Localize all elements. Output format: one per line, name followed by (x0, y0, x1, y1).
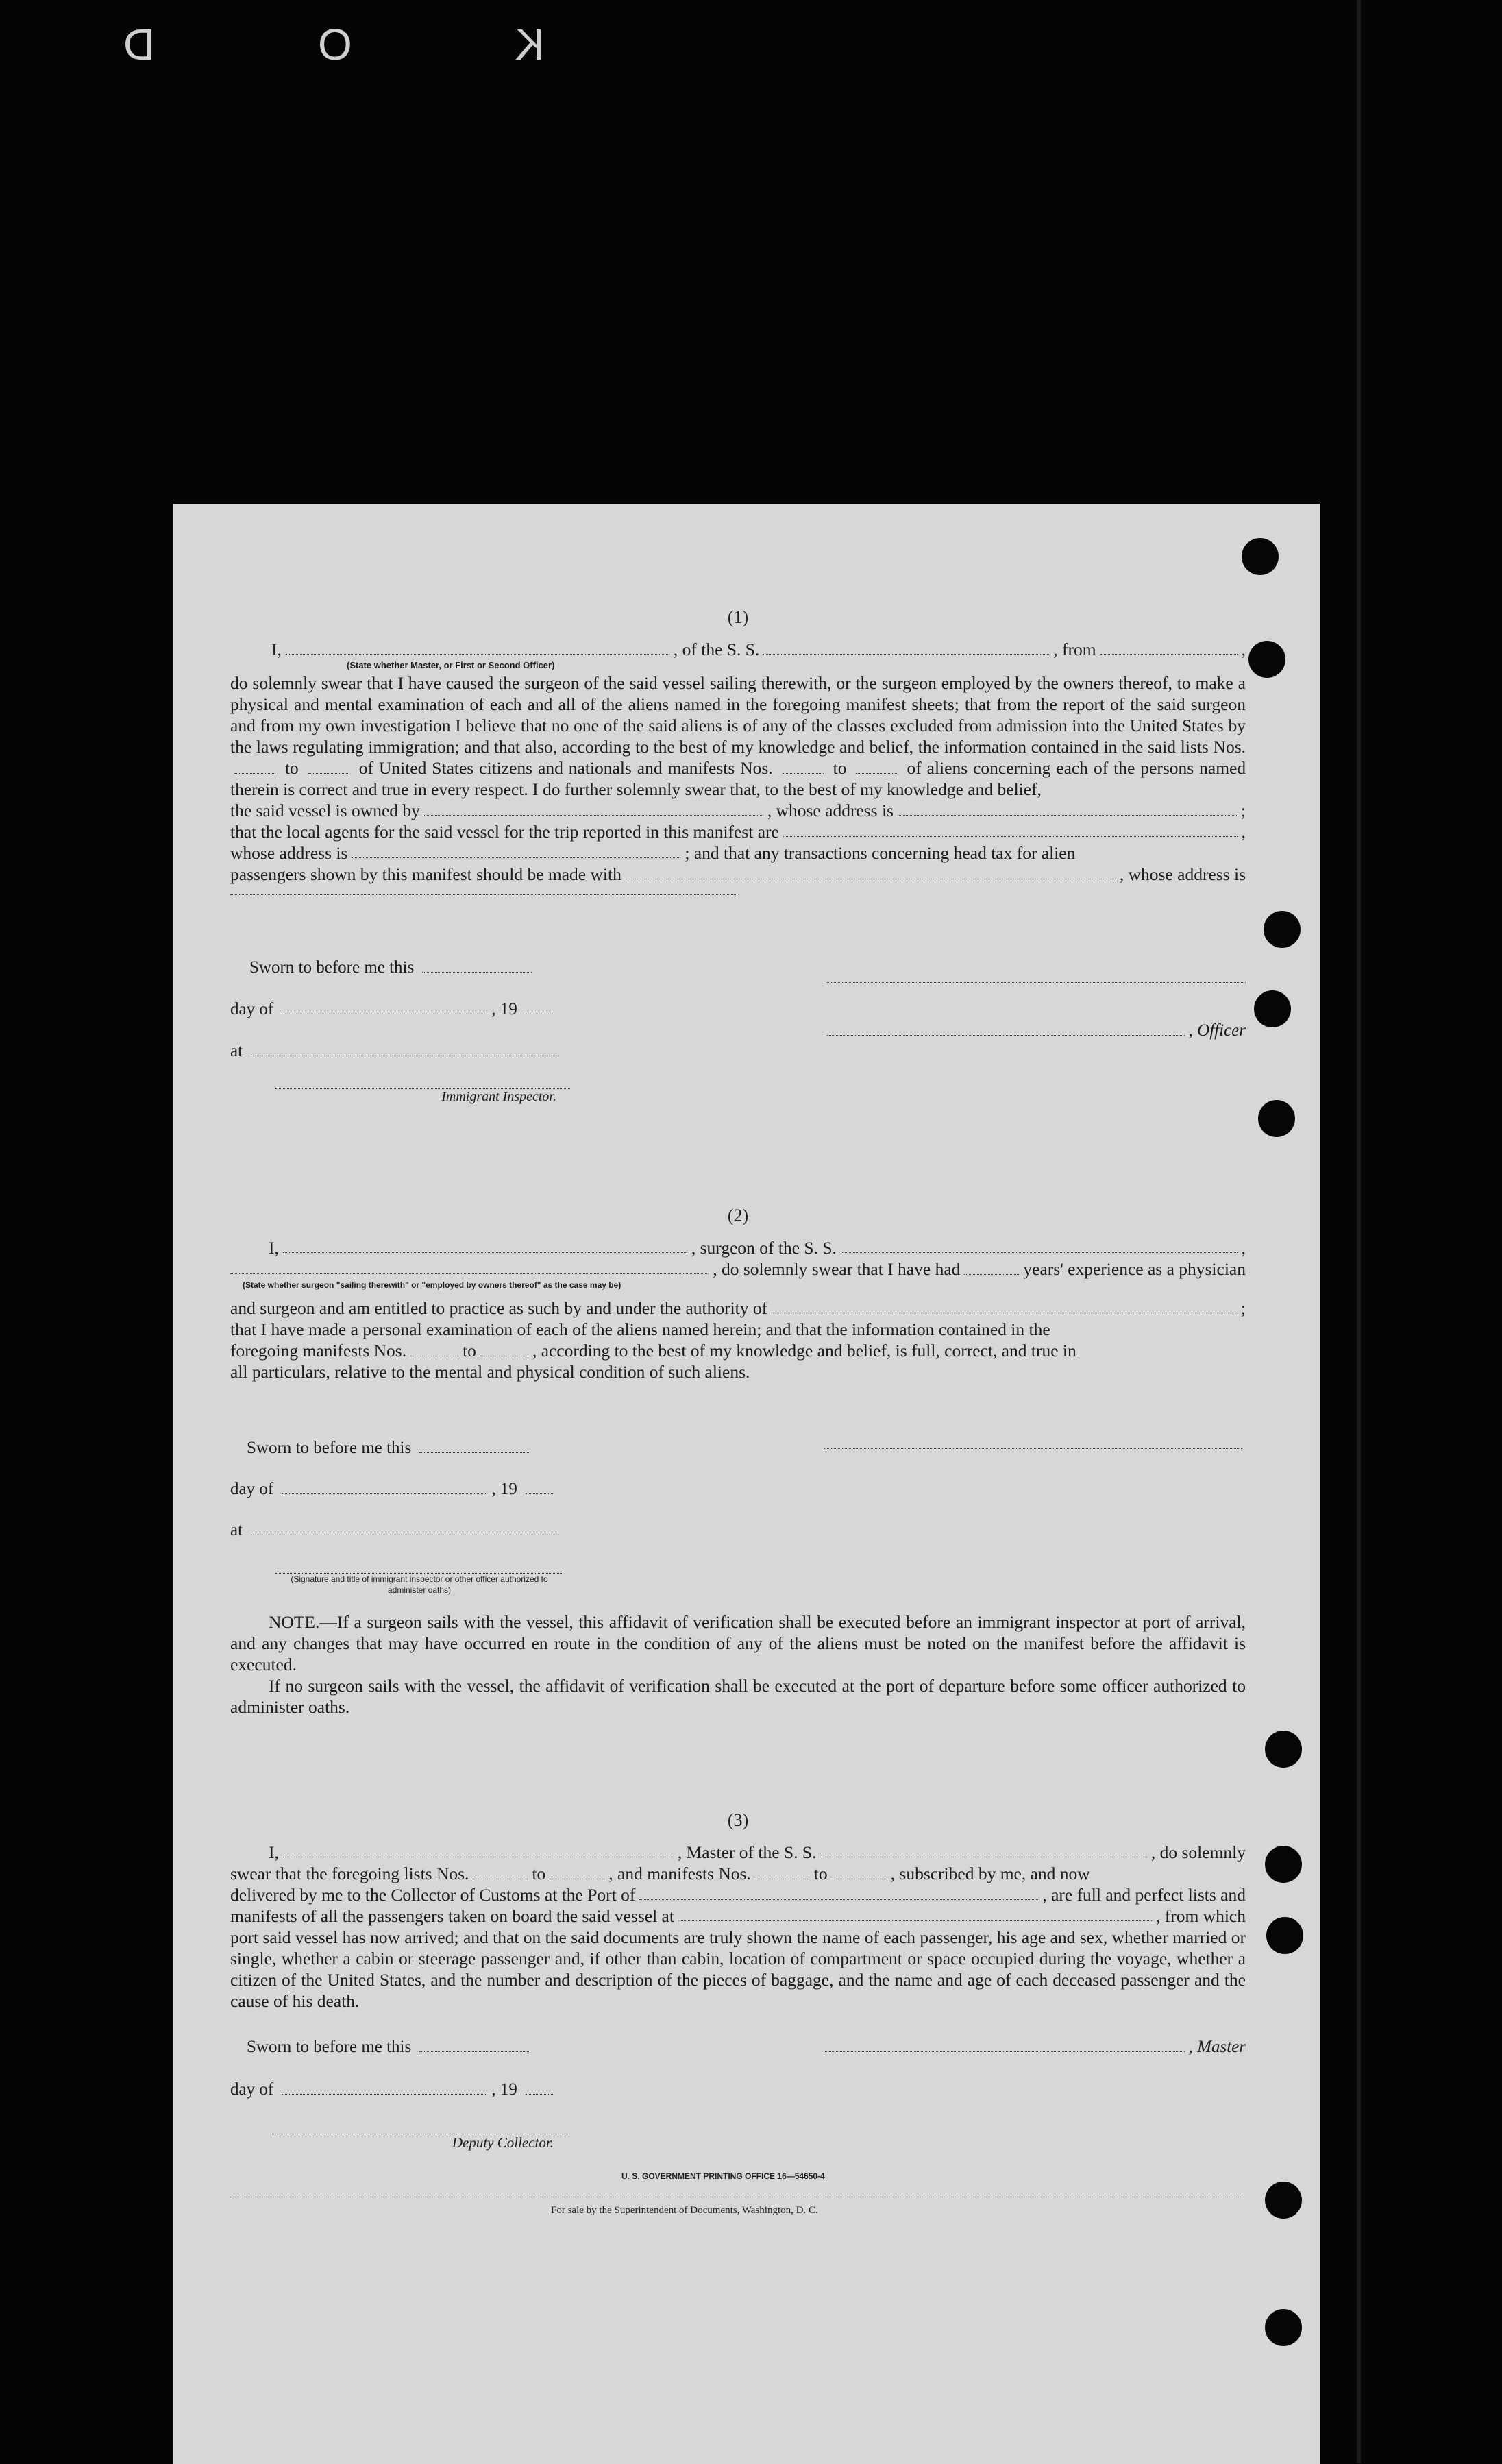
officer-signature-line[interactable] (827, 977, 1246, 983)
address-label: , whose address is (1119, 864, 1246, 884)
passengers-label: passengers shown by this manifest should be made with (230, 864, 621, 884)
vessel-name-field[interactable] (763, 653, 1049, 655)
punch-hole (1254, 990, 1291, 1027)
from-port-field[interactable] (1100, 653, 1238, 655)
from-label: , from (1053, 639, 1096, 659)
punch-hole (1258, 1100, 1295, 1137)
inspector-signature-field[interactable] (275, 1083, 570, 1089)
surgeon-name-field[interactable] (283, 1252, 687, 1253)
at-label: at (230, 1042, 243, 1060)
officer-signature-block (827, 977, 1246, 983)
day-of-label: day of (230, 1000, 274, 1018)
section-number: (1) (727, 607, 749, 627)
section-2-day (230, 1480, 557, 1499)
punch-hole (1265, 2182, 1302, 2219)
inspector-caption: Immigrant Inspector. (441, 1089, 556, 1104)
year-field[interactable] (526, 2094, 553, 2095)
agents-line (230, 821, 1246, 842)
section-2-note (230, 1611, 1246, 1718)
i-label: I, (269, 1842, 279, 1862)
delivered-label: delivered by me to the Collector of Customs at the Port of (230, 1885, 636, 1905)
officer-name-field[interactable] (827, 1034, 1185, 1036)
agents-label: that the local agents for the said vessel for the trip reported in this manifest are (230, 822, 779, 842)
embarkation-port-field[interactable] (678, 1920, 1152, 1921)
film-edge-line (1357, 0, 1361, 2463)
surgeon-signature-block (824, 1448, 1242, 1449)
punch-hole (1248, 641, 1285, 678)
surgeon-body-text: all particulars, relative to the mental and physical condition of such aliens. (230, 1362, 750, 1382)
affidavit-text: do solemnly swear that I have caused the surgeon of the said vessel sailing therewith, or the surgeon employed by the owners thereof, to make a physical and mental examination of each and all of the aliens named in the foregoing manifest sheets; that from the report of the said surgeon and from my own investigation I believe that no one of the said aliens is of any of the classes excluded from admission into the United States by the laws regulating immigration; and that also, according to the best of my knowledge and belief, the information contained in the said lists Nos. (230, 673, 1246, 757)
lists-line (230, 1863, 1246, 1884)
passengers-line (230, 864, 1246, 885)
inspector-caption: (Signature and title of immigrant inspector or other officer authorized to administer oaths) (291, 1574, 548, 1595)
day-of-label: day of (230, 2080, 274, 2099)
film-edge-marks: K O D (48, 20, 545, 69)
master-name-field[interactable] (283, 1856, 674, 1857)
master-signature-block (824, 2038, 1246, 2057)
for-sale-notice: For sale by the Superintendent of Documents, Washington, D. C. (551, 2205, 818, 2216)
sworn-label: Sworn to before me this (249, 958, 415, 977)
semicolon: ; (1240, 801, 1246, 820)
list-to-field[interactable] (308, 773, 349, 774)
list-from-field[interactable] (234, 773, 275, 774)
section-number: (3) (727, 1810, 749, 1830)
to-label: to (532, 1864, 546, 1883)
gpo-imprint: U. S. GOVERNMENT PRINTING OFFICE 16—54650-4 (621, 2171, 825, 2181)
sworn-label: Sworn to before me this (247, 1439, 412, 1457)
section-2-sworn (247, 1439, 533, 1458)
foregoing-label: foregoing manifests Nos. (230, 1341, 407, 1361)
address-label: , whose address is (767, 801, 894, 820)
surgeon-status-field[interactable] (230, 1273, 709, 1274)
surgeon-signature-line[interactable] (824, 1448, 1242, 1449)
year-field[interactable] (526, 1493, 553, 1494)
master-label: , Master (1188, 2038, 1246, 2056)
port-field[interactable] (639, 1899, 1038, 1900)
section-1-master-affidavit (230, 607, 1246, 895)
from-which-text: , from which (1155, 1906, 1246, 1926)
authority-field[interactable] (772, 1312, 1237, 1313)
manifests-all-label: manifests of all the passengers taken on board the said vessel at (230, 1906, 674, 1926)
owner-address-field[interactable] (898, 814, 1237, 816)
year-label: , 19 (491, 2080, 517, 2099)
surgeon-line (230, 1237, 1246, 1258)
address-label: whose address is (230, 843, 348, 863)
punch-hole (1265, 1846, 1302, 1883)
section-3-sworn (247, 2038, 533, 2057)
authority-line (230, 1297, 1246, 1319)
punch-hole (1265, 2309, 1302, 2346)
i-label: I, (269, 1238, 279, 1258)
section-2-at (230, 1521, 563, 1540)
authority-text: and surgeon and am entitled to practice as such by and under the authority of (230, 1298, 768, 1318)
of-ss-label: , of the S. S. (673, 639, 760, 659)
to-label: to (463, 1341, 476, 1361)
comma: , (1241, 1238, 1246, 1258)
affidavit-body (230, 672, 1246, 800)
owner-field[interactable] (424, 814, 763, 816)
punch-hole (1242, 538, 1279, 575)
delivered-line (230, 1884, 1246, 1905)
section-3-deputy (272, 2128, 570, 2151)
note-label: NOTE. (269, 1612, 320, 1632)
owned-by-label: the said vessel is owned by (230, 801, 420, 820)
comma: , (1241, 639, 1246, 659)
note-text: —If a surgeon sails with the vessel, this affidavit of verification shall be executed before an immigrant inspector at port of arrival, and any changes that may have occurred en route in the condition of any of the aliens must be noted on the manifest before the affidavit is executed. (230, 1612, 1246, 1674)
section-2-inspector (275, 1573, 570, 1596)
punch-hole (1264, 911, 1301, 948)
embarked-line (230, 1905, 1246, 1927)
solemnly-text: , do solemnly (1150, 1842, 1246, 1862)
sworn-day-field[interactable] (422, 972, 532, 973)
section-3-day (230, 2080, 557, 2099)
full-text: , are full and perfect lists and (1042, 1885, 1246, 1905)
deputy-caption: Deputy Collector. (452, 2134, 554, 2151)
swear-text: , do solemnly swear that I have had (713, 1259, 961, 1279)
address-continuation-field[interactable] (230, 885, 737, 895)
manifests-line (230, 1340, 1246, 1361)
officer-title-field[interactable] (286, 653, 669, 655)
master-signature-line[interactable] (824, 2051, 1185, 2052)
head-tax-contact-field[interactable] (626, 878, 1116, 879)
sworn-day-field[interactable] (419, 2051, 529, 2052)
year-label: , 19 (491, 1480, 517, 1498)
manifests-label: , and manifests Nos. (608, 1864, 751, 1883)
section-3-body-text: port said vessel has now arrived; and that on the said documents are truly shown the name of each passenger, his age and sex, whether married or single, whether a cabin or steerage passenger and, if other than cabin, location of compartment or space occupied during the voyage, whether a citizen of the United States, and the number and description of the pieces of baggage, and the name and age of each deceased passenger and the cause of his death. (230, 1927, 1246, 2011)
note-paragraph-2: If no surgeon sails with the vessel, the affidavit of verification shall be executed at the port of departure before some officer authorized to administer oaths. (230, 1676, 1246, 1717)
section-1-at (230, 1042, 563, 1061)
surgeon-of-label: , surgeon of the S. S. (691, 1238, 837, 1258)
manifest-to-field[interactable] (856, 773, 897, 774)
note-paragraph (230, 1611, 1246, 1675)
officer-caption: (State whether Master, or First or Second Officer) (347, 660, 555, 670)
section-2-surgeon-affidavit (230, 1205, 1246, 1382)
surgeon-body-text: , according to the best of my knowledge and belief, is full, correct, and true in (532, 1341, 1076, 1361)
month-field[interactable] (282, 1493, 487, 1494)
subscribed-text: , subscribed by me, and now (890, 1864, 1090, 1883)
officer-label: , Officer (1188, 1021, 1246, 1040)
vessel-name-field[interactable] (820, 1856, 1146, 1857)
section-1-day (230, 1000, 557, 1019)
year-label: , 19 (491, 1000, 517, 1018)
section-1-inspector (275, 1083, 570, 1105)
years-field[interactable] (964, 1274, 1019, 1275)
experience-line (230, 1258, 1246, 1280)
lists-label: swear that the foregoing lists Nos. (230, 1864, 469, 1883)
affidavit-text: of United States citizens and nationals and manifests Nos. (358, 758, 773, 778)
comma: , (1241, 822, 1246, 842)
section-1-sworn (249, 958, 536, 977)
day-of-label: day of (230, 1480, 274, 1498)
officer-title-block (827, 1021, 1246, 1040)
i-label: I, (271, 639, 282, 659)
manifest-affidavit-page (173, 504, 1320, 2464)
owner-line (230, 800, 1246, 821)
to-label: to (833, 758, 847, 778)
deputy-signature-field[interactable] (272, 2128, 570, 2134)
manifest-from-field[interactable] (783, 773, 824, 774)
surgeon-body-text: that I have made a personal examination of each of the aliens named herein; and that the information contained in the (230, 1319, 1050, 1339)
sworn-label: Sworn to before me this (247, 2038, 412, 2056)
master-of-label: , Master of the S. S. (677, 1842, 817, 1862)
agents-address-field[interactable] (352, 857, 680, 858)
head-tax-text: ; and that any transactions concerning head tax for alien (685, 843, 1076, 863)
agents-field[interactable] (783, 835, 1238, 837)
section-3-master-affidavit (230, 1809, 1246, 2012)
sworn-day-field[interactable] (419, 1452, 529, 1453)
at-label: at (230, 1521, 243, 1539)
affidavit-text: of aliens concerning each of the persons named therein is correct and true in every respect. I do further solemnly swear that, to the best of my knowledge and belief, (230, 758, 1246, 799)
to-label: to (813, 1864, 828, 1883)
surgeon-caption: (State whether surgeon "sailing therewith" or "employed by owners thereof" as the case may be) (243, 1280, 621, 1290)
agents-address-line (230, 842, 1246, 864)
to-label: to (284, 758, 299, 778)
punch-hole (1265, 1731, 1302, 1768)
officer-line (230, 639, 1246, 660)
month-field[interactable] (282, 2094, 487, 2095)
vessel-name-field[interactable] (841, 1252, 1238, 1253)
punch-hole (1266, 1917, 1303, 1954)
master-line (230, 1842, 1246, 1863)
section-number: (2) (727, 1206, 749, 1225)
years-text: years' experience as a physician (1023, 1259, 1246, 1279)
semicolon: ; (1240, 1298, 1246, 1318)
